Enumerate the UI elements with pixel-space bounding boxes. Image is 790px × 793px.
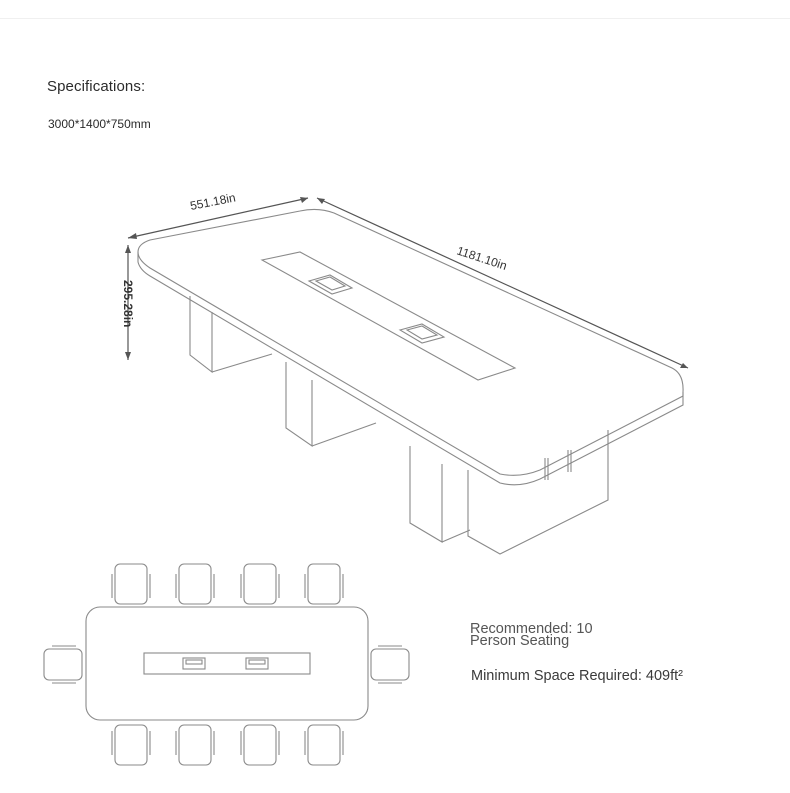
plan-table (86, 607, 368, 720)
table-leg-left (190, 296, 212, 372)
minimum-space-required: Minimum Space Required: 409ft² (471, 668, 683, 684)
chair (241, 564, 279, 604)
dimension-lines (121, 190, 688, 368)
recommended-seating (470, 623, 593, 647)
chair (176, 725, 214, 765)
width-arrow-right-icon (300, 197, 308, 203)
table-leg-middle (286, 362, 312, 446)
table-leg-right (410, 446, 442, 542)
width-arrow-left-icon (128, 233, 137, 239)
recommended-seating-line2: Person Seating (470, 633, 570, 649)
chair (44, 646, 82, 683)
height-arrow-top-icon (125, 245, 131, 253)
seating-plan (44, 564, 409, 765)
specifications-heading: Specifications: (47, 78, 146, 95)
chair (176, 564, 214, 604)
specifications-dimensions: 3000*1400*750mm (48, 117, 151, 131)
width-label: 551.18in (188, 190, 237, 213)
length-arrow-left-icon (317, 198, 325, 204)
length-dimension-line (317, 198, 688, 368)
height-arrow-bottom-icon (125, 352, 131, 360)
chair (241, 725, 279, 765)
length-label: 1181.10in (455, 243, 509, 273)
table-leg-back (468, 430, 608, 554)
chair (305, 564, 343, 604)
chair (371, 646, 409, 683)
chair (112, 725, 150, 765)
chair (112, 564, 150, 604)
chair (305, 725, 343, 765)
height-label: 295.28in (121, 280, 135, 328)
isometric-table (138, 209, 683, 554)
recommended-seating-line1: Recommended: 10 (470, 621, 593, 637)
plan-cable-strip (144, 653, 310, 674)
